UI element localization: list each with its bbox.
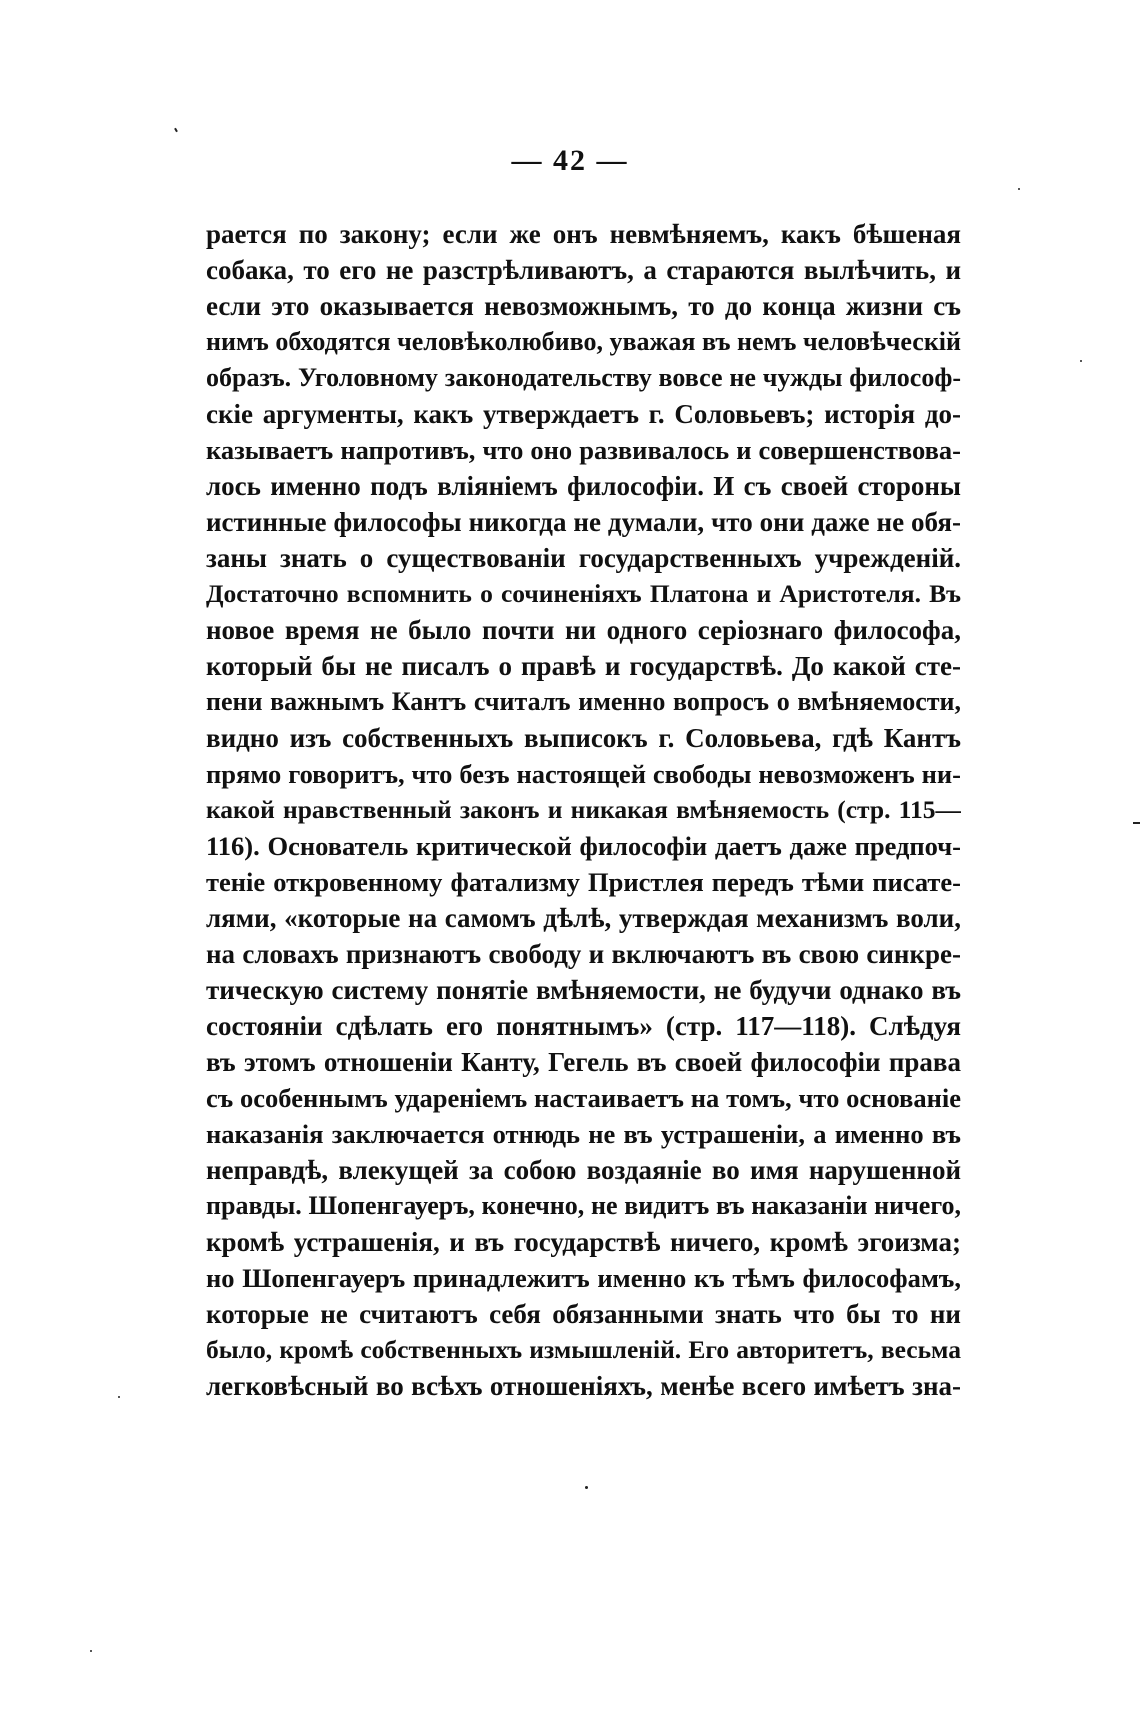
text-line: пени важнымъ Кантъ считалъ именно вопросъ о вмѣняемости, — [206, 687, 961, 716]
text-line: какой нравственный законъ и никакая вмѣняемость (стр. 115— — [206, 795, 961, 824]
page-number: — 42 — — [511, 144, 629, 177]
text-line: казываетъ напротивъ, что оно развивалось и совершенствова- — [206, 435, 961, 465]
stray-ink-dot — [118, 1396, 120, 1398]
text-line: состояніи сдѣлать его понятнымъ» (стр. 117—118). Слѣдуя — [206, 1011, 961, 1041]
text-line: 116). Основатель критической философіи даетъ даже предпоч- — [206, 831, 961, 861]
text-line: видно изъ собственныхъ выписокъ г. Соловьева, гдѣ Кантъ — [206, 723, 961, 753]
text-line: истинные философы никогда не думали, что они даже не обя- — [206, 507, 961, 537]
text-line: на словахъ признаютъ свободу и включаютъ въ свою синкре- — [206, 939, 961, 969]
text-line: тическую систему понятіе вмѣняемости, не будучи однако въ — [206, 975, 961, 1005]
text-line: наказанія заключается отнюдь не въ устрашеніи, а именно въ — [206, 1119, 961, 1149]
body-text — [206, 216, 961, 1404]
text-line: образъ. Уголовному законодательству вовсе не чужды философ- — [206, 363, 961, 392]
text-line: нимъ обходятся человѣколюбиво, уважая въ немъ человѣческій — [206, 327, 961, 356]
text-line: неправдѣ, влекущей за собою воздаяніе во имя нарушенной — [206, 1155, 961, 1185]
stray-ink-dot — [585, 1486, 588, 1489]
text-line: съ особеннымъ удареніемъ настаиваетъ на томъ, что основаніе — [206, 1083, 961, 1113]
text-line: заны знать о существованіи государственныхъ учрежденій. — [206, 543, 961, 573]
stray-ink-mark — [174, 128, 178, 132]
text-line: которые не считаютъ себя обязанными знать что бы то ни — [206, 1299, 961, 1329]
text-line: правды. Шопенгауеръ, конечно, не видитъ въ наказаніи ничего, — [206, 1191, 961, 1220]
text-line: кромѣ устрашенія, и въ государствѣ ничего, кромѣ эгоизма; — [206, 1227, 961, 1257]
stray-ink-dot — [1080, 360, 1082, 362]
text-line: скіе аргументы, какъ утверждаетъ г. Соловьевъ; исторія до- — [206, 399, 961, 429]
text-line: но Шопенгауеръ принадлежитъ именно къ тѣмъ философамъ, — [206, 1263, 961, 1293]
text-line: въ этомъ отношеніи Канту, Гегель въ своей философіи права — [206, 1047, 961, 1077]
text-line: легковѣсный во всѣхъ отношеніяхъ, менѣе всего имѣетъ зна- — [206, 1371, 961, 1401]
text-line: рается по закону; если же онъ невмѣняемъ, какъ бѣшеная — [206, 219, 961, 249]
text-line: было, кромѣ собственныхъ измышленій. Его авторитетъ, весьма — [206, 1335, 961, 1364]
stray-ink-dot — [90, 1650, 92, 1652]
text-line: собака, то его не разстрѣливаютъ, а стараются вылѣчить, и — [206, 255, 961, 285]
text-line: лями, «которые на самомъ дѣлѣ, утверждая механизмъ воли, — [206, 903, 961, 933]
text-line: теніе откровенному фатализму Пристлея передъ тѣми писате- — [206, 867, 961, 897]
text-line: лось именно подъ вліяніемъ философіи. И съ своей стороны — [206, 471, 961, 501]
text-line: если это оказывается невозможнымъ, то до конца жизни съ — [206, 291, 961, 321]
margin-dash-mark — [1133, 822, 1140, 824]
text-line: прямо говоритъ, что безъ настоящей свободы невозможенъ ни- — [206, 759, 961, 789]
stray-ink-dot — [1018, 188, 1020, 190]
text-line: Достаточно вспомнить о сочиненіяхъ Платона и Аристотеля. Въ — [206, 579, 961, 608]
text-line: новое время не было почти ни одного серіознаго философа, — [206, 615, 961, 645]
text-line: который бы не писалъ о правѣ и государствѣ. До какой сте- — [206, 651, 961, 681]
